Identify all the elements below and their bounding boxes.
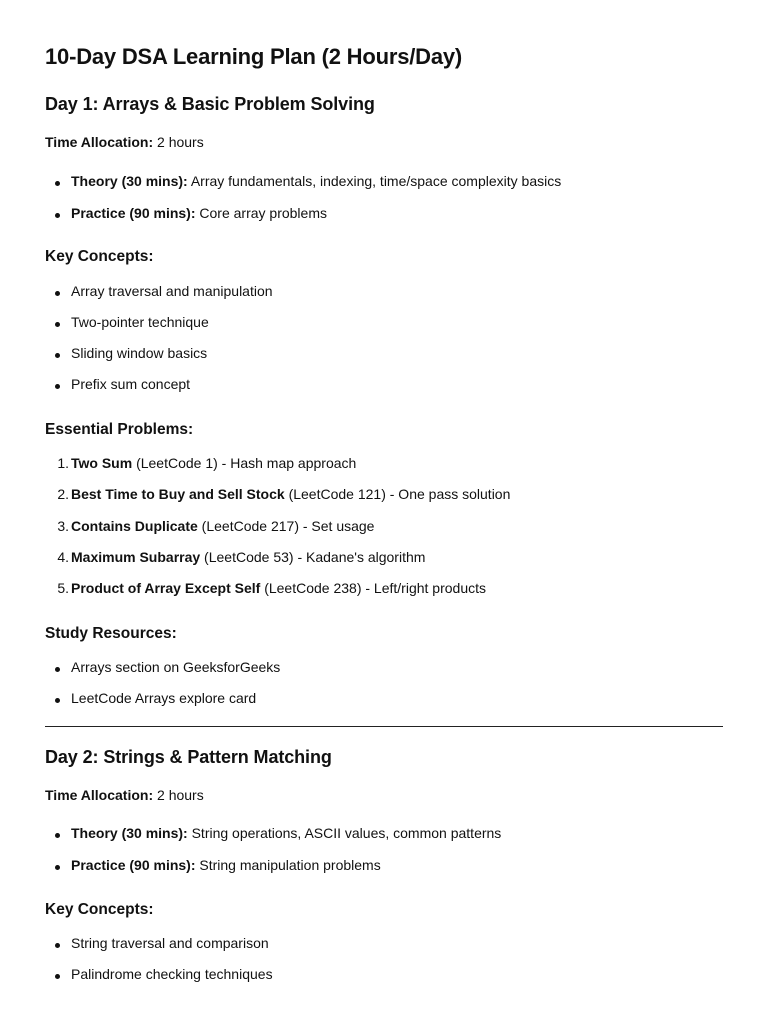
schedule-label: Theory (30 mins): (71, 825, 188, 841)
list-item: LeetCode Arrays explore card (71, 690, 257, 706)
day1-practice-item (71, 205, 327, 221)
problem-number: 4. (57, 549, 69, 565)
time-allocation-label: Time Allocation: (45, 134, 154, 150)
problem-detail: (LeetCode 121) - One pass solution (284, 486, 511, 502)
problem-detail: (LeetCode 53) - Kadane's algorithm (200, 549, 426, 565)
day2-heading: Day 2: Strings & Pattern Matching (45, 747, 332, 767)
schedule-label: Practice (90 mins): (71, 857, 196, 873)
list-item: Array traversal and manipulation (71, 283, 273, 299)
list-item: Two-pointer technique (71, 314, 209, 330)
page-title: 10-Day DSA Learning Plan (2 Hours/Day) (45, 44, 463, 69)
day1-problems-heading: Essential Problems: (45, 421, 194, 438)
problem-detail: (LeetCode 217) - Set usage (197, 518, 375, 534)
list-item: String traversal and comparison (71, 935, 269, 951)
day1-theory-item (71, 173, 561, 189)
problem-name: Product of Array Except Self (71, 580, 261, 596)
schedule-label: Theory (30 mins): (71, 173, 188, 189)
problem-number: 2. (57, 486, 69, 502)
time-allocation-value: 2 hours (153, 787, 204, 803)
schedule-text: Core array problems (195, 205, 327, 221)
list-item: Sliding window basics (71, 345, 208, 361)
schedule-label: Practice (90 mins): (71, 205, 196, 221)
problem-item (57, 455, 357, 471)
day1-resources-heading: Study Resources: (45, 625, 177, 642)
schedule-text: String operations, ASCII values, common patterns (187, 825, 502, 841)
problem-detail: (LeetCode 238) - Left/right products (260, 580, 486, 596)
problem-name: Contains Duplicate (71, 518, 198, 534)
day2-concepts-heading: Key Concepts: (45, 901, 154, 918)
problem-number: 1. (57, 455, 69, 471)
day1-heading: Day 1: Arrays & Basic Problem Solving (45, 94, 375, 114)
problem-item (57, 486, 511, 502)
problem-name: Two Sum (71, 455, 133, 471)
list-item: Palindrome checking techniques (71, 966, 273, 982)
time-allocation-label: Time Allocation: (45, 787, 154, 803)
problem-number: 5. (57, 580, 69, 596)
day1-time-allocation (45, 134, 204, 150)
day2-time-allocation (45, 787, 204, 803)
day2-practice-item (71, 857, 381, 873)
section-divider (45, 726, 723, 727)
day1-concepts-heading: Key Concepts: (45, 248, 154, 265)
problem-item (57, 580, 486, 596)
problem-detail: (LeetCode 1) - Hash map approach (132, 455, 357, 471)
list-item: Arrays section on GeeksforGeeks (71, 659, 281, 675)
problem-name: Maximum Subarray (71, 549, 201, 565)
problem-item (57, 549, 426, 565)
list-item: Prefix sum concept (71, 376, 191, 392)
problem-item (57, 518, 375, 534)
time-allocation-value: 2 hours (153, 134, 204, 150)
schedule-text: Array fundamentals, indexing, time/space complexity basics (187, 173, 562, 189)
schedule-text: String manipulation problems (195, 857, 381, 873)
day2-theory-item (71, 825, 501, 841)
problem-name: Best Time to Buy and Sell Stock (71, 486, 285, 502)
problem-number: 3. (57, 518, 69, 534)
